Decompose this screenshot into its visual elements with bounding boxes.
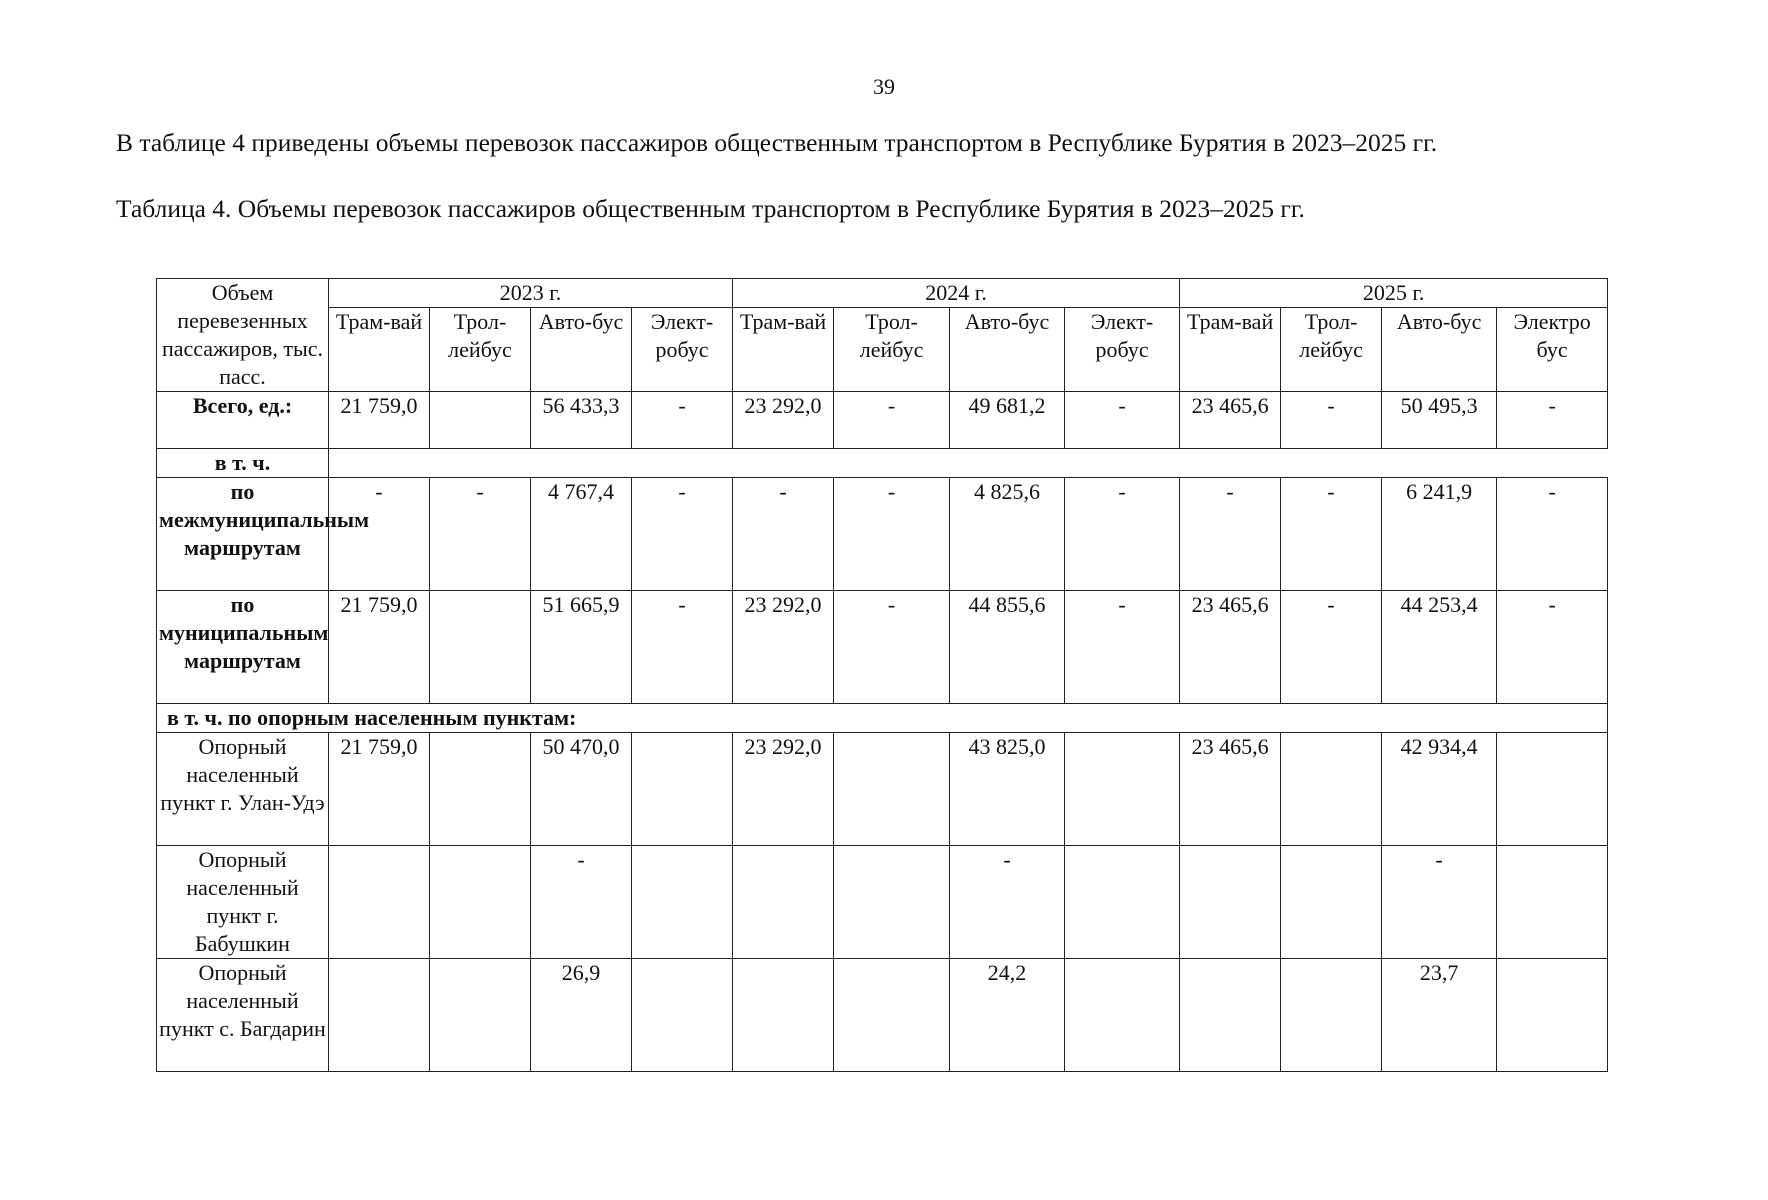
table-cell: 44 855,6 <box>950 591 1065 704</box>
section-label: в т. ч. по опорным населенным пунктам: <box>157 704 1608 733</box>
table-cell: - <box>531 846 632 959</box>
table-cell: - <box>632 591 733 704</box>
table-cell <box>430 449 1608 478</box>
table-cell <box>430 733 531 846</box>
subheader-cell: Авто-бус <box>950 308 1065 392</box>
table-row-section-header <box>157 704 1608 733</box>
table-cell <box>1281 733 1382 846</box>
year-header-2023: 2023 г. <box>329 279 733 308</box>
table-cell: 51 665,9 <box>531 591 632 704</box>
table-row-including <box>157 449 1608 478</box>
subheader-cell: Авто-бус <box>1382 308 1497 392</box>
table-cell <box>1180 959 1281 1072</box>
transport-volume-table <box>156 278 1608 1072</box>
table-cell: - <box>430 478 531 591</box>
table-cell <box>1065 959 1180 1072</box>
table-cell: 23,7 <box>1382 959 1497 1072</box>
table-cell: - <box>1065 478 1180 591</box>
subheader-cell: Трол-лейбус <box>1281 308 1382 392</box>
table-cell: - <box>1281 478 1382 591</box>
table-cell <box>733 846 834 959</box>
table-cell: 50 470,0 <box>531 733 632 846</box>
subheader-cell: Трол-лейбус <box>834 308 950 392</box>
row-label: Всего, ед.: <box>157 392 329 449</box>
row-label: по межмуниципальным маршрутам <box>157 478 329 591</box>
table-cell <box>1497 733 1608 846</box>
table-cell: - <box>834 478 950 591</box>
table-cell: - <box>632 392 733 449</box>
table-cell <box>329 846 430 959</box>
table-cell: 21 759,0 <box>329 591 430 704</box>
row-label: по муниципальным маршрутам <box>157 591 329 704</box>
subheader-cell: Элект-робус <box>632 308 733 392</box>
table-cell: 44 253,4 <box>1382 591 1497 704</box>
table-cell: 42 934,4 <box>1382 733 1497 846</box>
year-header-2025: 2025 г. <box>1180 279 1608 308</box>
table-row-municipal <box>157 591 1608 704</box>
table-cell <box>1281 959 1382 1072</box>
table-cell <box>329 449 430 478</box>
table-cell <box>430 392 531 449</box>
subheader-cell: Трол-лейбус <box>430 308 531 392</box>
table-cell: - <box>1065 591 1180 704</box>
table-cell: 23 292,0 <box>733 733 834 846</box>
subheader-cell: Трам-вай <box>733 308 834 392</box>
table-cell: - <box>834 392 950 449</box>
table-cell: - <box>1497 392 1608 449</box>
table-cell: 23 465,6 <box>1180 392 1281 449</box>
table-cell <box>430 959 531 1072</box>
table-cell <box>329 959 430 1072</box>
year-header-2024: 2024 г. <box>733 279 1180 308</box>
table-cell <box>1497 959 1608 1072</box>
year-header-row <box>157 279 1608 308</box>
table-cell <box>733 959 834 1072</box>
table-cell <box>834 846 950 959</box>
table-cell: 23 292,0 <box>733 392 834 449</box>
subheader-cell: Авто-бус <box>531 308 632 392</box>
table-cell: - <box>1382 846 1497 959</box>
table-cell: 4 825,6 <box>950 478 1065 591</box>
table-cell: - <box>834 591 950 704</box>
table-cell: 43 825,0 <box>950 733 1065 846</box>
table-cell <box>1065 733 1180 846</box>
table-cell: - <box>329 478 430 591</box>
table-cell <box>1281 846 1382 959</box>
row-label: Опорный населенный пункт г. Улан-Удэ <box>157 733 329 846</box>
table-cell: - <box>1281 392 1382 449</box>
table-cell <box>1180 846 1281 959</box>
table-cell: 23 292,0 <box>733 591 834 704</box>
table-row-intermunicipal <box>157 478 1608 591</box>
subheader-cell: Элект-робус <box>1065 308 1180 392</box>
table-cell: - <box>733 478 834 591</box>
intro-paragraph: В таблице 4 приведены объемы перевозок пассажиров общественным транспортом в Республике Бурятия в 2023–2025 гг. <box>116 128 1438 157</box>
row-label: Опорный населенный пункт г. Бабушкин <box>157 846 329 959</box>
table-row-bagdarin <box>157 959 1608 1072</box>
table-cell: 24,2 <box>950 959 1065 1072</box>
row-label: Опорный населенный пункт с. Багдарин <box>157 959 329 1072</box>
table-cell: 23 465,6 <box>1180 733 1281 846</box>
subheader-cell: Электро бус <box>1497 308 1608 392</box>
table-cell <box>834 959 950 1072</box>
corner-header: Объем перевезенных пассажиров, тыс. пасс. <box>157 279 329 392</box>
table-cell <box>632 959 733 1072</box>
subheader-row <box>157 308 1608 392</box>
table-row-total <box>157 392 1608 449</box>
table-cell: 6 241,9 <box>1382 478 1497 591</box>
subheader-cell: Трам-вай <box>329 308 430 392</box>
table-cell: - <box>1497 478 1608 591</box>
table-cell: 26,9 <box>531 959 632 1072</box>
table-cell: - <box>1281 591 1382 704</box>
table-cell: 50 495,3 <box>1382 392 1497 449</box>
table-cell <box>430 591 531 704</box>
table-cell <box>1065 846 1180 959</box>
row-label: в т. ч. <box>157 449 329 478</box>
table-cell <box>632 846 733 959</box>
table-cell: - <box>632 478 733 591</box>
table-cell <box>1497 846 1608 959</box>
table-cell: 4 767,4 <box>531 478 632 591</box>
table-cell: - <box>1180 478 1281 591</box>
table-cell <box>632 733 733 846</box>
table-cell <box>430 846 531 959</box>
table-cell: 21 759,0 <box>329 392 430 449</box>
table-cell: - <box>1497 591 1608 704</box>
table-cell: - <box>950 846 1065 959</box>
table-cell: 23 465,6 <box>1180 591 1281 704</box>
table-cell: 56 433,3 <box>531 392 632 449</box>
table-cell: - <box>1065 392 1180 449</box>
page-number: 39 <box>873 74 895 99</box>
subheader-cell: Трам-вай <box>1180 308 1281 392</box>
table-cell: 49 681,2 <box>950 392 1065 449</box>
table-row-ulan-ude <box>157 733 1608 846</box>
table-row-babushkin <box>157 846 1608 959</box>
table-caption: Таблица 4. Объемы перевозок пассажиров общественным транспортом в Республике Бурятия в 2023–2025 гг. <box>116 194 1305 223</box>
table-cell <box>834 733 950 846</box>
table-cell: 21 759,0 <box>329 733 430 846</box>
